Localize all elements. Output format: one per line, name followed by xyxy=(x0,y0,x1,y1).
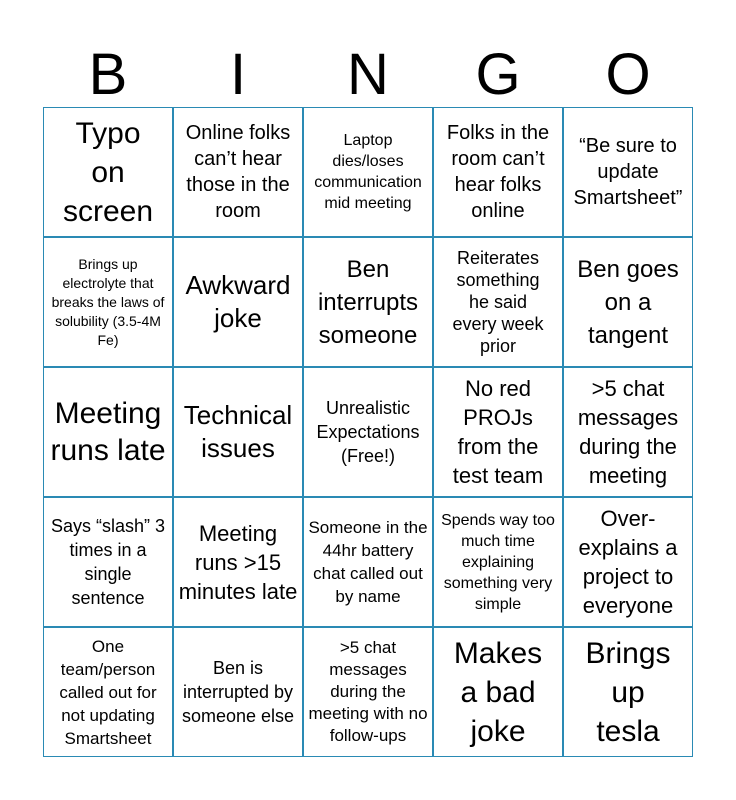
header-letter-n: N xyxy=(347,42,389,107)
bingo-cell[interactable]: “Be sure to update Smartsheet” xyxy=(563,107,693,237)
bingo-cell[interactable]: No red PROJs from the test team xyxy=(433,367,563,497)
bingo-cell[interactable]: One team/person called out for not updating Smartsheet xyxy=(43,627,173,757)
bingo-cell[interactable]: Spends way too much time explaining something very simple xyxy=(433,497,563,627)
bingo-cell[interactable]: Laptop dies/loses communication mid meeting xyxy=(303,107,433,237)
bingo-cell[interactable]: Technical issues xyxy=(173,367,303,497)
header-letter-i: I xyxy=(229,42,247,107)
bingo-cell[interactable]: Over-explains a project to everyone xyxy=(563,497,693,627)
bingo-cell[interactable]: Says “slash” 3 times in a single sentence xyxy=(43,497,173,627)
bingo-cell[interactable]: Someone in the 44hr battery chat called out by name xyxy=(303,497,433,627)
bingo-cell[interactable]: Awkward joke xyxy=(173,237,303,367)
bingo-header xyxy=(43,42,693,108)
bingo-cell[interactable]: Ben is interrupted by someone else xyxy=(173,627,303,757)
bingo-cell[interactable]: Typo on screen xyxy=(43,107,173,237)
header-letter-b: B xyxy=(88,42,128,107)
bingo-cell[interactable]: Ben interrupts someone xyxy=(303,237,433,367)
bingo-cell[interactable]: Brings up tesla xyxy=(563,627,693,757)
bingo-cell[interactable]: Unrealistic Expectations (Free!) xyxy=(303,367,433,497)
bingo-cell[interactable]: Meeting runs >15 minutes late xyxy=(173,497,303,627)
bingo-cell[interactable]: >5 chat messages during the meeting xyxy=(563,367,693,497)
bingo-cell[interactable]: Online folks can’t hear those in the room xyxy=(173,107,303,237)
header-letter-g: G xyxy=(475,42,521,107)
bingo-board xyxy=(43,107,693,757)
bingo-cell[interactable]: Makes a bad joke xyxy=(433,627,563,757)
bingo-cell[interactable]: Reiterates something he said every week prior xyxy=(433,237,563,367)
bingo-cell[interactable]: Folks in the room can’t hear folks online xyxy=(433,107,563,237)
bingo-cell[interactable]: Ben goes on a tangent xyxy=(563,237,693,367)
bingo-cell[interactable]: Meeting runs late xyxy=(43,367,173,497)
bingo-cell[interactable]: Brings up electrolyte that breaks the laws of solubility (3.5-4M Fe) xyxy=(43,237,173,367)
bingo-cell[interactable]: >5 chat messages during the meeting with no follow-ups xyxy=(303,627,433,757)
header-letter-o: O xyxy=(605,42,651,107)
